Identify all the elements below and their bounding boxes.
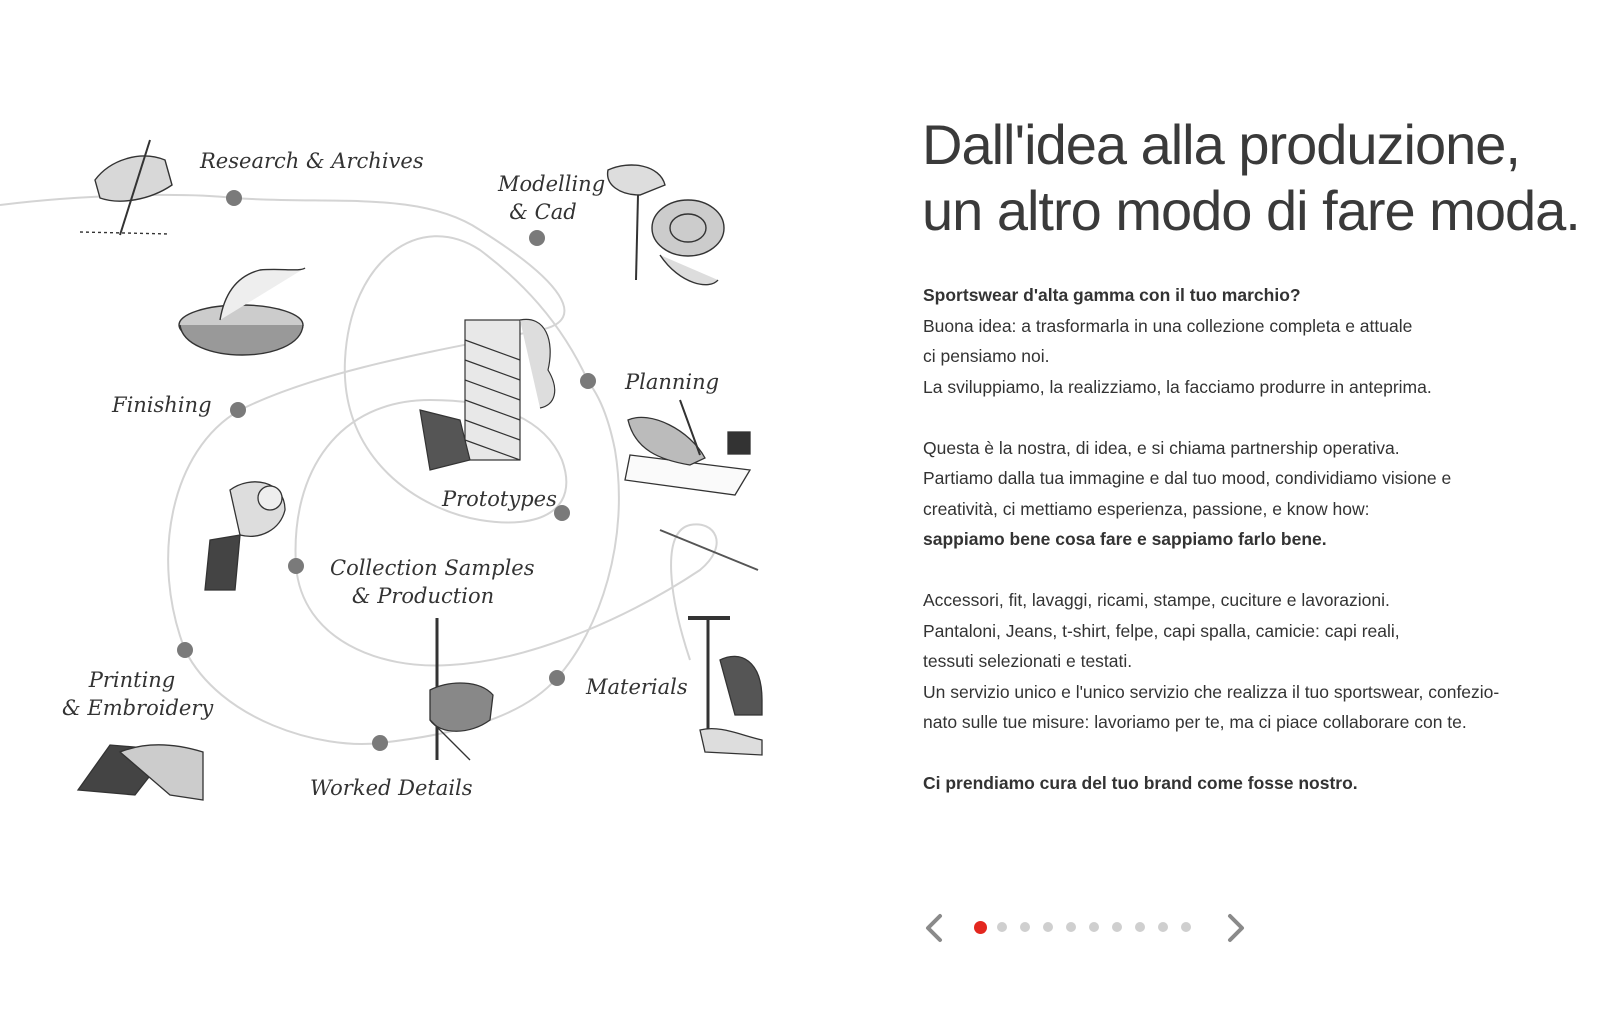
- hand-writing-quill-icon: [80, 140, 172, 235]
- headline-line-2: un altro modo di fare moda.: [922, 179, 1580, 242]
- node-planning[interactable]: [580, 373, 596, 389]
- pager-dot[interactable]: [1112, 922, 1122, 932]
- spiral-thread: [0, 195, 720, 744]
- body-line: La sviluppiamo, la realizziamo, la facciamo produrre in anteprima.: [923, 376, 1432, 397]
- body-line: ci pensiamo noi.: [923, 346, 1050, 366]
- pager-dot[interactable]: [1158, 922, 1168, 932]
- needle-and-thread-icon: [660, 530, 758, 570]
- chevron-left-icon[interactable]: [920, 912, 948, 944]
- stage-label-planning: [625, 368, 719, 396]
- body-line: Questa è la nostra, di idea, e si chiama partnership operativa.: [923, 437, 1400, 458]
- pager-dot[interactable]: [1043, 922, 1053, 932]
- stage-label-line: Printing: [88, 668, 176, 692]
- stage-label-line: & Production: [351, 584, 495, 608]
- stage-label-materials: [586, 673, 688, 701]
- node-materials[interactable]: [549, 670, 565, 686]
- stage-label-line: Finishing: [112, 393, 212, 417]
- node-modelling[interactable]: [529, 230, 545, 246]
- stage-label-prototypes: [442, 485, 557, 513]
- node-worked[interactable]: [372, 735, 388, 751]
- stage-label-line: & Embroidery: [62, 696, 214, 720]
- node-printing[interactable]: [177, 642, 193, 658]
- bowl-of-water-icon: [179, 268, 305, 355]
- intro-question: Sportswear d'alta gamma con il tuo marchio?: [923, 285, 1301, 305]
- node-collection[interactable]: [288, 558, 304, 574]
- hands-with-fabric-icon: [78, 745, 203, 800]
- hand-holding-bobbin-icon: [688, 618, 762, 755]
- hand-holding-pen-icon: [430, 618, 493, 760]
- pager-dot[interactable]: [1020, 922, 1030, 932]
- stage-label-line: Materials: [586, 675, 688, 699]
- stage-label-finishing: [112, 391, 212, 419]
- body-line: Pantaloni, Jeans, t-shirt, felpe, capi spalla, camicie: capi reali,: [923, 620, 1400, 641]
- pager-dot[interactable]: [974, 921, 987, 934]
- slide-pager: [920, 912, 1260, 944]
- stage-label-line: & Cad: [509, 200, 577, 224]
- stage-label-modelling: [498, 170, 606, 226]
- body-line: creatività, ci mettiamo esperienza, passione, e know how:: [923, 498, 1370, 519]
- node-finishing[interactable]: [230, 402, 246, 418]
- body-line: tessuti selezionati e testati.: [923, 651, 1133, 671]
- stage-label-line: Worked Details: [310, 776, 473, 800]
- hand-measuring-tape-icon: [608, 165, 724, 285]
- stage-label-research: [200, 147, 424, 175]
- pager-dot[interactable]: [1135, 922, 1145, 932]
- hand-folding-fabric-icon: [420, 319, 555, 470]
- intro-body: [923, 280, 1563, 799]
- stage-label-line: Research & Archives: [200, 149, 424, 173]
- page-headline: [922, 112, 1592, 244]
- body-emphasis: sappiamo bene cosa fare e sappiamo farlo bene.: [923, 529, 1327, 549]
- body-line: Accessori, fit, lavaggi, ricami, stampe, cuciture e lavorazioni.: [923, 590, 1390, 610]
- body-line: nato sulle tue misure: lavoriamo per te, ma ci piace collaborare con te.: [923, 712, 1467, 732]
- chevron-right-icon[interactable]: [1222, 912, 1250, 944]
- body-line: Buona idea: a trasformarla in una collezione completa e attuale: [923, 315, 1413, 336]
- stage-label-line: Prototypes: [442, 487, 557, 511]
- stage-label-line: Collection Samples: [330, 556, 535, 580]
- pager-dot[interactable]: [1066, 922, 1076, 932]
- pager-dot[interactable]: [1181, 922, 1191, 932]
- stage-label-worked: [310, 774, 473, 802]
- stage-label-collection: [330, 554, 535, 610]
- stage-label-printing: [62, 666, 214, 722]
- headline-line-1: Dall'idea alla produzione,: [922, 113, 1520, 176]
- hand-holding-pocket-watch-icon: [205, 482, 285, 590]
- node-research[interactable]: [226, 190, 242, 206]
- stage-label-line: Modelling: [498, 172, 606, 196]
- closing-statement: Ci prendiamo cura del tuo brand come fosse nostro.: [923, 773, 1358, 793]
- hand-writing-letter-icon: [625, 400, 750, 495]
- pager-dot[interactable]: [997, 922, 1007, 932]
- body-line: Partiamo dalla tua immagine e dal tuo mood, condividiamo visione e: [923, 468, 1452, 488]
- pager-dot[interactable]: [1089, 922, 1099, 932]
- stage-label-line: Planning: [625, 370, 720, 394]
- body-line: Un servizio unico e l'unico servizio che realizza il tuo sportswear, confezio-: [923, 681, 1500, 702]
